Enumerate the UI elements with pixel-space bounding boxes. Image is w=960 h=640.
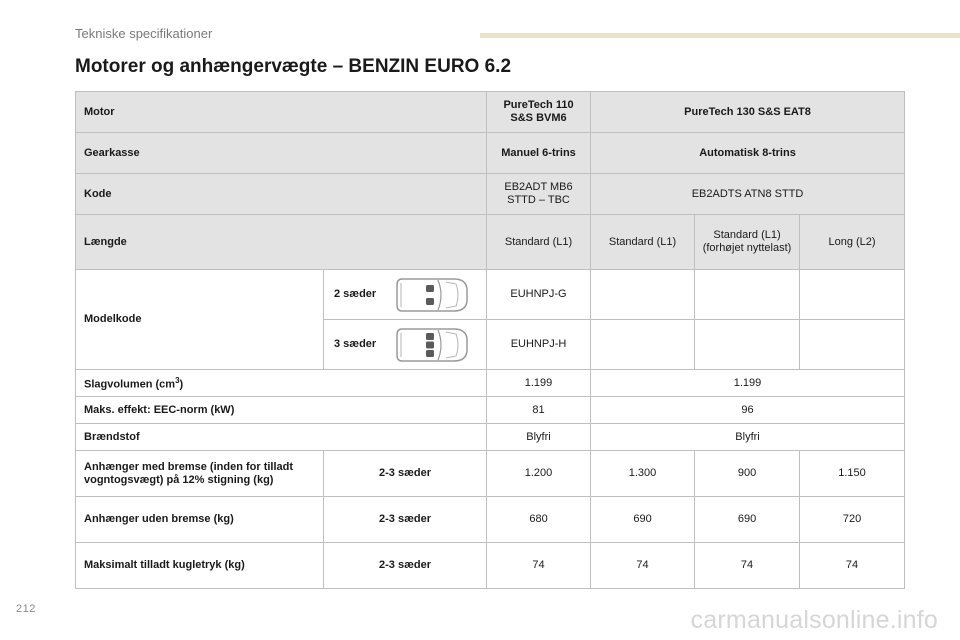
uden-bremse-seats: 2-3 sæder bbox=[324, 497, 487, 543]
seats-2-cell bbox=[324, 270, 487, 320]
modelkode-3-empty-a bbox=[591, 320, 695, 370]
kugletryk-v4: 74 bbox=[800, 543, 905, 589]
modelkode-3-empty-c bbox=[800, 320, 905, 370]
motor-label: Motor bbox=[76, 92, 487, 133]
effekt-v1: 81 bbox=[487, 397, 591, 424]
braendstof-label: Brændstof bbox=[76, 424, 487, 451]
row-motor bbox=[76, 92, 905, 133]
laengde-v1: Standard (L1) bbox=[487, 215, 591, 270]
uden-bremse-label: Anhænger uden bremse (kg) bbox=[76, 497, 324, 543]
row-braendstof bbox=[76, 424, 905, 451]
motor-v1: PureTech 110 S&S BVM6 bbox=[487, 92, 591, 133]
modelkode-2-empty-a bbox=[591, 270, 695, 320]
row-med-bremse bbox=[76, 451, 905, 497]
modelkode-3-value: EUHNPJ-H bbox=[487, 320, 591, 370]
kugletryk-v1: 74 bbox=[487, 543, 591, 589]
gear-v1: Manuel 6-trins bbox=[487, 133, 591, 174]
watermark: carmanualsonline.info bbox=[690, 606, 938, 634]
seats-3-cell bbox=[324, 320, 487, 370]
row-gearkasse bbox=[76, 133, 905, 174]
slagvolumen-label-close: ) bbox=[179, 378, 184, 391]
kugletryk-v3: 74 bbox=[695, 543, 800, 589]
row-laengde bbox=[76, 215, 905, 270]
row-kode bbox=[76, 174, 905, 215]
uden-bremse-v4: 720 bbox=[800, 497, 905, 543]
motor-v2: PureTech 130 S&S EAT8 bbox=[591, 92, 905, 133]
seats-3-label: 3 sæder bbox=[334, 338, 377, 350]
modelkode-label: Modelkode bbox=[76, 270, 324, 370]
row-kugletryk bbox=[76, 543, 905, 589]
med-bremse-v1: 1.200 bbox=[487, 451, 591, 497]
modelkode-2-empty-c bbox=[800, 270, 905, 320]
laengde-v4: Long (L2) bbox=[800, 215, 905, 270]
uden-bremse-v1: 680 bbox=[487, 497, 591, 543]
page-title: Motorer og anhængervægte – BENZIN EURO 6.2 bbox=[75, 56, 512, 77]
page-number: 212 bbox=[16, 603, 36, 615]
modelkode-3-empty-b bbox=[695, 320, 800, 370]
kugletryk-seats: 2-3 sæder bbox=[324, 543, 487, 589]
kode-v2: EB2ADTS ATN8 STTD bbox=[591, 174, 905, 215]
laengde-v2: Standard (L1) bbox=[591, 215, 695, 270]
braendstof-v1: Blyfri bbox=[487, 424, 591, 451]
uden-bremse-v3: 690 bbox=[695, 497, 800, 543]
med-bremse-seats: 2-3 sæder bbox=[324, 451, 487, 497]
slagvolumen-v2: 1.199 bbox=[591, 370, 905, 397]
gear-label: Gearkasse bbox=[76, 133, 487, 174]
effekt-v2: 96 bbox=[591, 397, 905, 424]
braendstof-v2: Blyfri bbox=[591, 424, 905, 451]
slagvolumen-label bbox=[76, 370, 487, 397]
row-uden-bremse bbox=[76, 497, 905, 543]
med-bremse-label: Anhænger med bremse (inden for tilladt vogntogsvægt) på 12% stigning (kg) bbox=[76, 451, 324, 497]
slagvolumen-v1: 1.199 bbox=[487, 370, 591, 397]
row-modelkode-2 bbox=[76, 270, 905, 320]
laengde-label: Længde bbox=[76, 215, 487, 270]
row-slagvolumen bbox=[76, 370, 905, 397]
modelkode-2-empty-b bbox=[695, 270, 800, 320]
med-bremse-v4: 1.150 bbox=[800, 451, 905, 497]
spec-table bbox=[75, 91, 905, 589]
section-header: Tekniske specifikationer bbox=[75, 26, 213, 41]
header-bar bbox=[480, 33, 960, 38]
gear-v2: Automatisk 8-trins bbox=[591, 133, 905, 174]
kode-label: Kode bbox=[76, 174, 487, 215]
modelkode-2-value: EUHNPJ-G bbox=[487, 270, 591, 320]
slagvolumen-label-sup: 3 bbox=[175, 376, 180, 386]
effekt-label: Maks. effekt: EEC-norm (kW) bbox=[76, 397, 487, 424]
kugletryk-label: Maksimalt tilladt kugletryk (kg) bbox=[76, 543, 324, 589]
van-3-seats-icon bbox=[394, 325, 470, 365]
row-effekt bbox=[76, 397, 905, 424]
van-2-seats-icon bbox=[394, 275, 470, 315]
laengde-v3: Standard (L1) (forhøjet nyttelast) bbox=[695, 215, 800, 270]
slagvolumen-label-text: Slagvolumen (cm bbox=[84, 378, 176, 391]
kugletryk-v2: 74 bbox=[591, 543, 695, 589]
med-bremse-v3: 900 bbox=[695, 451, 800, 497]
uden-bremse-v2: 690 bbox=[591, 497, 695, 543]
seats-2-label: 2 sæder bbox=[334, 288, 377, 300]
kode-v1: EB2ADT MB6 STTD – TBC bbox=[487, 174, 591, 215]
med-bremse-v2: 1.300 bbox=[591, 451, 695, 497]
